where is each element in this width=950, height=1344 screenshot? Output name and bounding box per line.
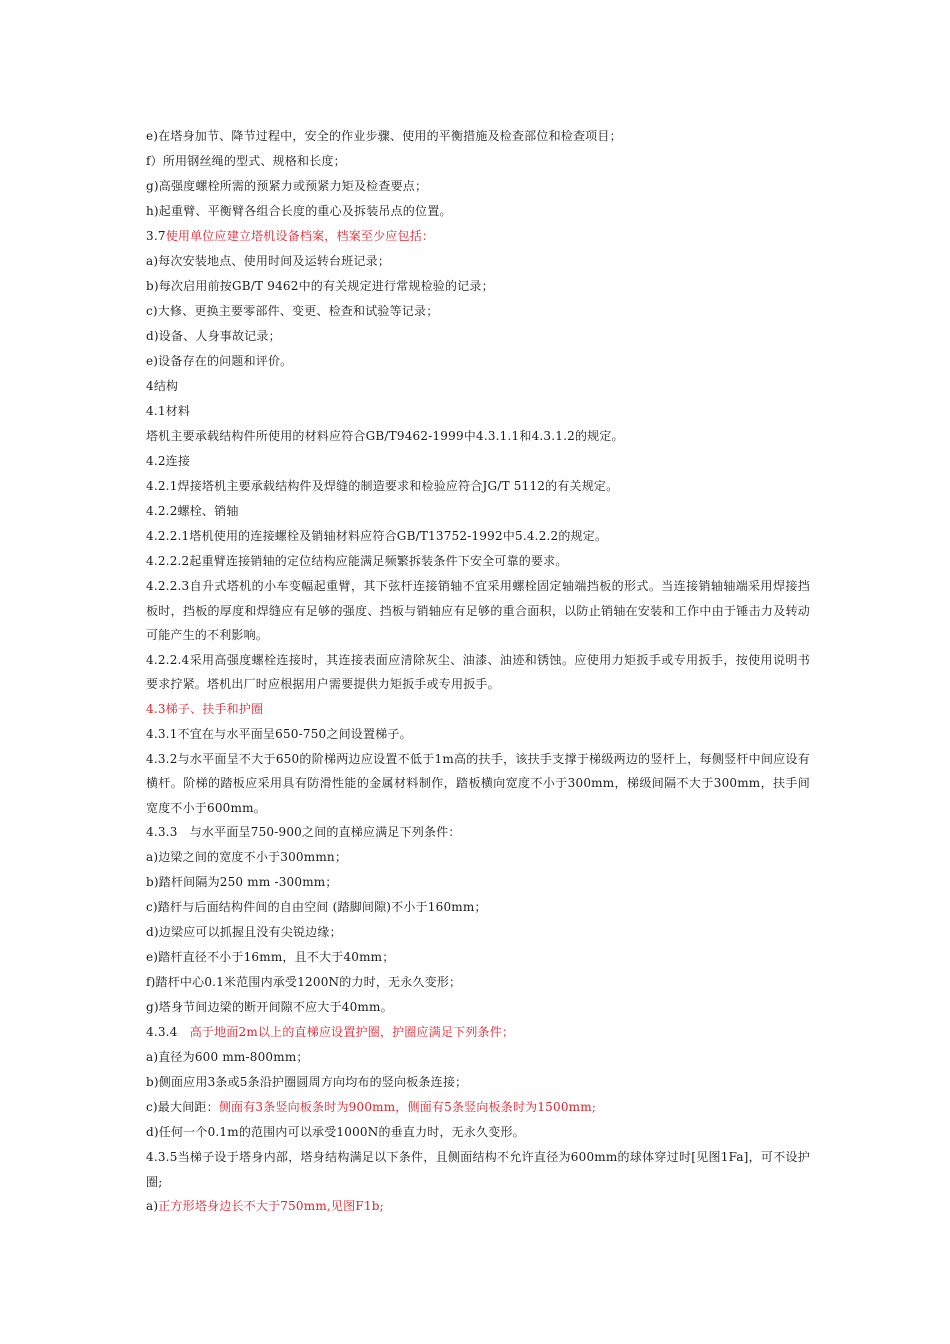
text-line: a)边梁之间的宽度不小于300mmn； xyxy=(146,850,348,864)
paragraph: 4.3.5当梯子设于塔身内部，塔身结构满足以下条件，且侧面结构不允许直径为600mm的球体穿过时[见图1Fa]，可不设护圈; xyxy=(146,1150,810,1189)
section-number: 3.7 xyxy=(146,229,166,243)
text-line xyxy=(146,1194,810,1219)
highlighted-text: 侧面有3条竖向板条时为900mm，侧面有5条竖向板条时为1500mm; xyxy=(218,1100,597,1114)
text-line: e)设备存在的问题和评价。 xyxy=(146,354,293,368)
text-line: 4.2.1焊接塔机主要承载结构件及焊缝的制造要求和检验应符合JG/T 5112的有关规定。 xyxy=(146,479,619,493)
highlighted-text: 使用单位应建立塔机设备档案，档案至少应包括： xyxy=(165,229,435,243)
section-heading-3-7 xyxy=(146,224,810,249)
paragraph: 4.2.2.4采用高强度螺栓连接时，其连接表面应清除灰尘、油漆、油迹和锈蚀。应使用力矩扳手或专用扳手，按使用说明书要求拧紧。塔机出厂时应根据用户需要提供力矩扳手或专用扳手。 xyxy=(146,652,810,691)
text-line: h)起重臂、平衡臂各组合长度的重心及拆装吊点的位置。 xyxy=(146,204,452,218)
text-line: 4.2.2.1塔机使用的连接螺栓及销轴材料应符合GB/T13752-1992中5.4.2.2的规定。 xyxy=(146,529,608,543)
item-prefix: c)最大间距： xyxy=(146,1100,219,1114)
text-line: g)高强度螺栓所需的预紧力或预紧力矩及检查要点； xyxy=(146,179,428,193)
highlighted-text: 高于地面2m以上的直梯应设置护圈，护圈应满足下列条件； xyxy=(189,1025,515,1039)
item-prefix: a) xyxy=(146,1199,159,1213)
section-heading: 4.1材料 xyxy=(146,404,191,418)
text-line xyxy=(146,1095,810,1120)
section-heading: 4结构 xyxy=(146,379,179,393)
section-heading-4-3: 4.3梯子、扶手和护圈 xyxy=(146,701,264,716)
text-line: 4.2.2.2起重臂连接销轴的定位结构应能满足频繁拆装条件下安全可靠的要求。 xyxy=(146,554,568,568)
text-line: b)侧面应用3条或5条沿护圈圆周方向均布的竖向板条连接； xyxy=(146,1075,468,1089)
text-line: d)边梁应可以抓握且没有尖锐边缘； xyxy=(146,925,342,939)
text-line: d)设备、人身事故记录； xyxy=(146,329,281,343)
text-line: 4.3.3 与水平面呈750-900之间的直梯应满足下列条件： xyxy=(146,825,461,839)
paragraph: 4.2.2.3自升式塔机的小车变幅起重臂，其下弦杆连接销轴不宜采用螺栓固定轴端挡板的形式。当连接销轴轴端采用焊接挡板时，挡板的厚度和焊缝应有足够的强度、挡板与销轴应有足够的重合面积，以防止销轴在安装和工作中由于锤击力及转动可能产生的不利影响。 xyxy=(146,579,810,642)
text-line: 塔机主要承载结构件所使用的材料应符合GB/T9462-1999中4.3.1.1和4.3.1.2的规定。 xyxy=(146,429,624,443)
text-line: g)塔身节间边梁的断开间隙不应大于40mm。 xyxy=(146,1000,393,1014)
text-line: a)每次安装地点、使用时间及运转台班记录； xyxy=(146,254,391,268)
text-line: b)踏杆间隔为250 mm -300mm； xyxy=(146,875,338,889)
text-line: a)直径为600 mm-800mm； xyxy=(146,1050,309,1064)
section-heading: 4.2连接 xyxy=(146,454,191,468)
section-heading-4-3-4 xyxy=(146,1020,810,1045)
text-line: f)踏杆中心0.1米范围内承受1200N的力时，无永久变形； xyxy=(146,975,462,989)
section-heading: 4.2.2螺栓、销轴 xyxy=(146,504,239,518)
text-line: d)任何一个0.1m的范围内可以承受1000N的垂直力时，无永久变形。 xyxy=(146,1125,525,1139)
paragraph: 4.3.2与水平面呈不大于650的阶梯两边应设置不低于1m高的扶手，该扶手支撑于梯级两边的竖杆上，每侧竖杆中间应设有横杆。阶梯的踏板应采用具有防滑性能的金属材料制作，踏板横向宽度不小于300mm，梯级间隔不大于300mm，扶手间宽度不小于600mm。 xyxy=(146,751,810,815)
text-line: e)踏杆直径不小于16mm，且不大于40mm； xyxy=(146,950,395,964)
text-line: c)踏杆与后面结构件间的自由空间 (踏脚间隙)不小于160mm； xyxy=(146,900,487,914)
text-line: 4.3.1不宜在与水平面呈650-750之间设置梯子。 xyxy=(146,726,412,741)
text-line: b)每次启用前按GB/T 9462中的有关规定进行常规检验的记录； xyxy=(146,279,494,293)
text-line: e)在塔身加节、降节过程中，安全的作业步骤、使用的平衡措施及检查部位和检查项目； xyxy=(146,129,622,143)
highlighted-text: 正方形塔身边长不大于750mm,见图F1b; xyxy=(158,1199,384,1213)
document-page xyxy=(146,124,810,1219)
text-line: c)大修、更换主要零部件、变更、检查和试验等记录； xyxy=(146,304,439,318)
text-line: f）所用钢丝绳的型式、规格和长度； xyxy=(146,154,346,168)
section-number: 4.3.4 xyxy=(146,1025,190,1039)
